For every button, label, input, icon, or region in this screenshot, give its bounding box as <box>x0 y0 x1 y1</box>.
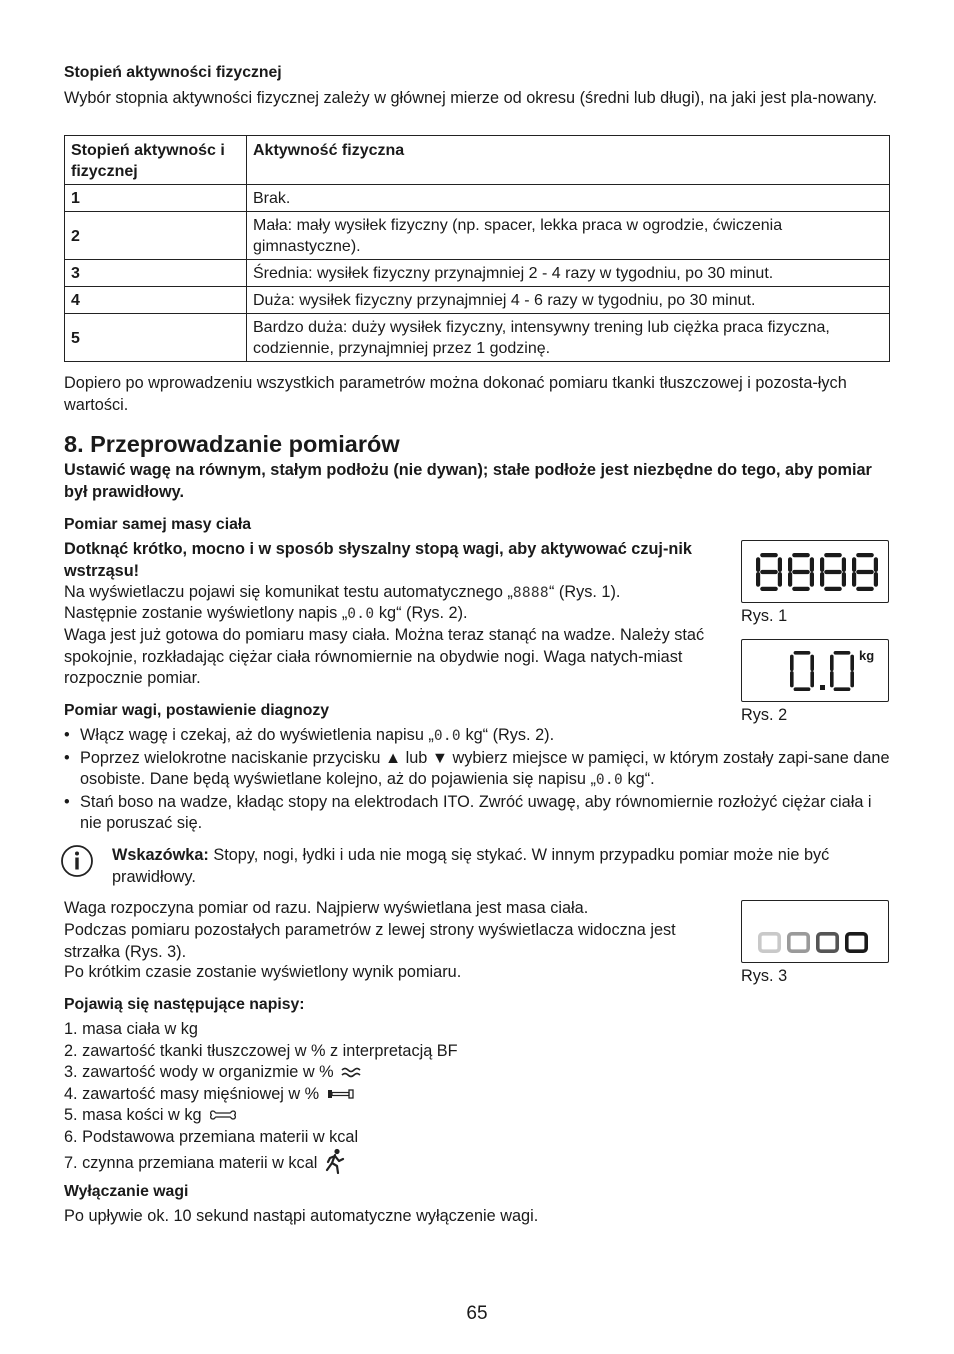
segment-digit <box>788 553 814 591</box>
segment-b <box>810 557 814 572</box>
segment-c <box>778 572 782 587</box>
table-cell-desc: Bardzo duża: duży wysiłek fizyczny, intensywny trening lub ciężka praca fizyczna, codziennie, przynajmniej przez 1 godzinę. <box>247 314 890 362</box>
text-fragment: kg“ (Rys. 2). <box>374 604 468 622</box>
segment-e <box>820 572 824 587</box>
result-label: 5. masa kości w kg <box>64 1106 202 1124</box>
table-cell-level: 5 <box>65 314 247 362</box>
segment-digit <box>820 553 846 591</box>
info-icon <box>60 844 94 878</box>
segment-c <box>874 572 878 587</box>
water-icon <box>341 1066 363 1078</box>
table-header-activity: Aktywność fizyczna <box>247 136 890 185</box>
segment-d <box>856 587 874 591</box>
segment-g <box>824 570 842 574</box>
list-item <box>64 1084 764 1106</box>
segment-f <box>756 557 760 572</box>
table-row <box>65 212 890 260</box>
body-mass-line2 <box>64 603 734 626</box>
segment-a <box>760 553 778 557</box>
figure-1-display <box>741 540 889 603</box>
list-item <box>64 1062 764 1084</box>
segment-display-text: 0.0 <box>433 728 461 744</box>
table-cell-level: 3 <box>65 260 247 287</box>
bone-icon <box>209 1108 237 1122</box>
decimal-point <box>820 685 825 690</box>
table-cell-level: 2 <box>65 212 247 260</box>
segment-b <box>850 655 854 671</box>
results-list <box>64 1019 764 1175</box>
results-title: Pojawią się następujące napisy: <box>64 996 305 1013</box>
muscle-icon <box>327 1088 355 1100</box>
segment-a <box>856 553 874 557</box>
section-heading: 8. Przeprowadzanie pomiarów <box>64 431 400 457</box>
activity-table <box>64 135 890 362</box>
segment-g <box>856 570 874 574</box>
text-fragment: Poprzez wielokrotne naciskanie przycisku ▲ lub ▼ wybierz miejsce w pamięci, w którym zostały zapi-sane dane osobiste. Dane będą wyświetlane kolejno, aż do pojawienia się napisu „ <box>80 748 890 788</box>
segment-g <box>760 570 778 574</box>
segment-d <box>834 687 851 691</box>
segment-digit <box>756 553 782 591</box>
diagnosis-title: Pomiar wagi, postawienie diagnozy <box>64 702 330 719</box>
list-item <box>64 1105 764 1127</box>
result-label: 4. zawartość masy mięśniowej w % <box>64 1084 320 1103</box>
text-fragment: Następnie zostanie wyświetlony napis „ <box>64 604 348 622</box>
body-mass-title: Pomiar samej masy ciała <box>64 516 252 533</box>
progress-segment <box>818 934 837 951</box>
result-label: 7. czynna przemiana materii w kcal <box>64 1154 318 1172</box>
activity-section-title: Stopień aktywności fizycznej <box>64 64 282 81</box>
segment-e <box>830 671 834 687</box>
segment-c <box>810 671 814 687</box>
segment-a <box>824 553 842 557</box>
progress-segment <box>789 934 808 951</box>
list-item <box>64 1148 764 1175</box>
segment-e <box>756 572 760 587</box>
table-cell-desc: Mała: mały wysiłek fizyczny (np. spacer, lekka praca w ogrodzie, ćwiczenia gimnastyczne). <box>247 212 890 260</box>
text-fragment: Stań boso na wadze, kładąc stopy na elektrodach ITO. Zwróć uwagę, aby równomiernie rozłożyć ciężar ciała i nie poruszać się. <box>80 792 872 832</box>
table-header-level: Stopień aktywnośc i fizycznej <box>65 136 247 185</box>
table-cell-desc: Średnia: wysiłek fizyczny przynajmniej 2 - 4 razy w tygodniu, po 30 minut. <box>247 260 890 287</box>
table-header-row <box>65 136 890 185</box>
body-mass-line3: Waga jest już gotowa do pomiaru masy ciała. Można teraz stanąć na wadze. Należy stać spokojnie, rozkładając ciężar ciała równomiernie na obydwie nogi. Waga natych-miast rozpocznie pomiar. <box>64 626 705 687</box>
segment-b <box>874 557 878 572</box>
activity-intro: Wybór stopnia aktywności fizycznej zależy w głównej mierze od okresu (średni lub długi), na jaki jest pla-nowany. <box>64 89 878 107</box>
list-item <box>64 1041 764 1063</box>
off-title: Wyłączanie wagi <box>64 1183 189 1200</box>
segment-f <box>820 557 824 572</box>
text-fragment: Włącz wagę i czekaj, aż do wyświetlenia napisu „ <box>80 726 434 744</box>
note-body: Stopy, nogi, łydki i uda nie mogą się stykać. W innym przypadku pomiar może nie być prawidłowy. <box>112 846 830 886</box>
table-cell-level: 4 <box>65 287 247 314</box>
segment-a <box>834 651 851 655</box>
segment-c <box>850 671 854 687</box>
segment-e <box>852 572 856 587</box>
section-lead: Ustawić wagę na równym, stałym podłożu (nie dywan); stałe podłoże jest niezbędne do tego, aby pomiar był prawidłowy. <box>64 461 872 501</box>
segment-b <box>810 655 814 671</box>
segment-d <box>794 687 811 691</box>
segment-d <box>824 587 842 591</box>
activity-runner-icon <box>324 1148 346 1174</box>
note-text <box>112 845 892 888</box>
result-label: 3. zawartość wody w organizmie w % <box>64 1063 334 1081</box>
body-mass-line1 <box>64 582 734 605</box>
figure-3-display <box>741 900 889 963</box>
page-number: 65 <box>466 1303 488 1324</box>
segment-c <box>842 572 846 587</box>
segment-d <box>760 587 778 591</box>
table-cell-desc: Duża: wysiłek fizyczny przynajmniej 4 - 6 razy w tygodniu, po 30 minut. <box>247 287 890 314</box>
segment-a <box>794 651 811 655</box>
figure-2-caption: Rys. 2 <box>741 706 788 724</box>
progress-segment <box>760 934 779 951</box>
segment-f <box>790 655 794 671</box>
table-row <box>65 185 890 212</box>
segment-display-text: 8888 <box>512 585 549 601</box>
segment-e <box>788 572 792 587</box>
text-fragment: “ (Rys. 1). <box>548 583 621 601</box>
list-item <box>64 1019 764 1041</box>
segment-f <box>852 557 856 572</box>
list-item <box>64 1127 764 1149</box>
table-row <box>65 287 890 314</box>
result-label: 1. masa ciała w kg <box>64 1020 198 1038</box>
activity-outro: Dopiero po wprowadzeniu wszystkich parametrów można dokonać pomiaru tkanki tłuszczowej i pozosta-łych wartości. <box>64 374 847 414</box>
unit-kg: kg <box>859 648 875 663</box>
text-fragment: kg“. <box>622 770 655 788</box>
segment-digit <box>830 651 854 691</box>
after-line2: Podczas pomiaru pozostałych parametrów z lewej strony wyświetlacza widoczna jest strzałka (Rys. 3). <box>64 921 676 961</box>
segment-display-text: 0.0 <box>347 606 375 622</box>
segment-digit <box>852 553 878 591</box>
table-row <box>65 314 890 362</box>
table-row <box>65 260 890 287</box>
segment-a <box>792 553 810 557</box>
diagnosis-list <box>64 725 890 835</box>
figure-3-caption: Rys. 3 <box>741 967 788 985</box>
segment-digits-8888 <box>742 541 888 602</box>
result-label: 6. Podstawowa przemiana materii w kcal <box>64 1127 359 1146</box>
segment-b <box>842 557 846 572</box>
after-line1: Waga rozpoczyna pomiar od razu. Najpierw wyświetlana jest masa ciała. <box>64 899 589 917</box>
segment-b <box>778 557 782 572</box>
segment-display-text: 0.0 <box>595 772 623 788</box>
text-fragment: kg“ (Rys. 2). <box>460 726 555 744</box>
segment-c <box>810 572 814 587</box>
figure-1-caption: Rys. 1 <box>741 607 788 625</box>
segment-digit <box>790 651 814 691</box>
segment-d <box>792 587 810 591</box>
segment-f <box>830 655 834 671</box>
list-item <box>64 725 890 748</box>
table-cell-desc: Brak. <box>247 185 890 212</box>
list-item <box>64 792 890 835</box>
figure-2-display <box>741 639 889 702</box>
segment-f <box>788 557 792 572</box>
after-line3: Po krótkim czasie zostanie wyświetlony wynik pomiaru. <box>64 963 462 981</box>
progress-segment <box>847 934 866 951</box>
off-text: Po upływie ok. 10 sekund nastąpi automatyczne wyłączenie wagi. <box>64 1207 539 1225</box>
segment-e <box>790 671 794 687</box>
text-fragment: Na wyświetlaczu pojawi się komunikat testu automatycznego „ <box>64 583 513 601</box>
body-mass-instruction: Dotknąć krótko, mocno i w sposób słyszalny stopą wagi, aby aktywować czuj-nik wstrząsu! <box>64 540 692 580</box>
segment-digits-progress <box>742 901 888 962</box>
table-cell-level: 1 <box>65 185 247 212</box>
segment-g <box>792 570 810 574</box>
list-item <box>64 748 890 792</box>
result-label: 2. zawartość tkanki tłuszczowej w % z interpretacją BF <box>64 1041 458 1060</box>
note-label: Wskazówka: <box>112 846 209 864</box>
